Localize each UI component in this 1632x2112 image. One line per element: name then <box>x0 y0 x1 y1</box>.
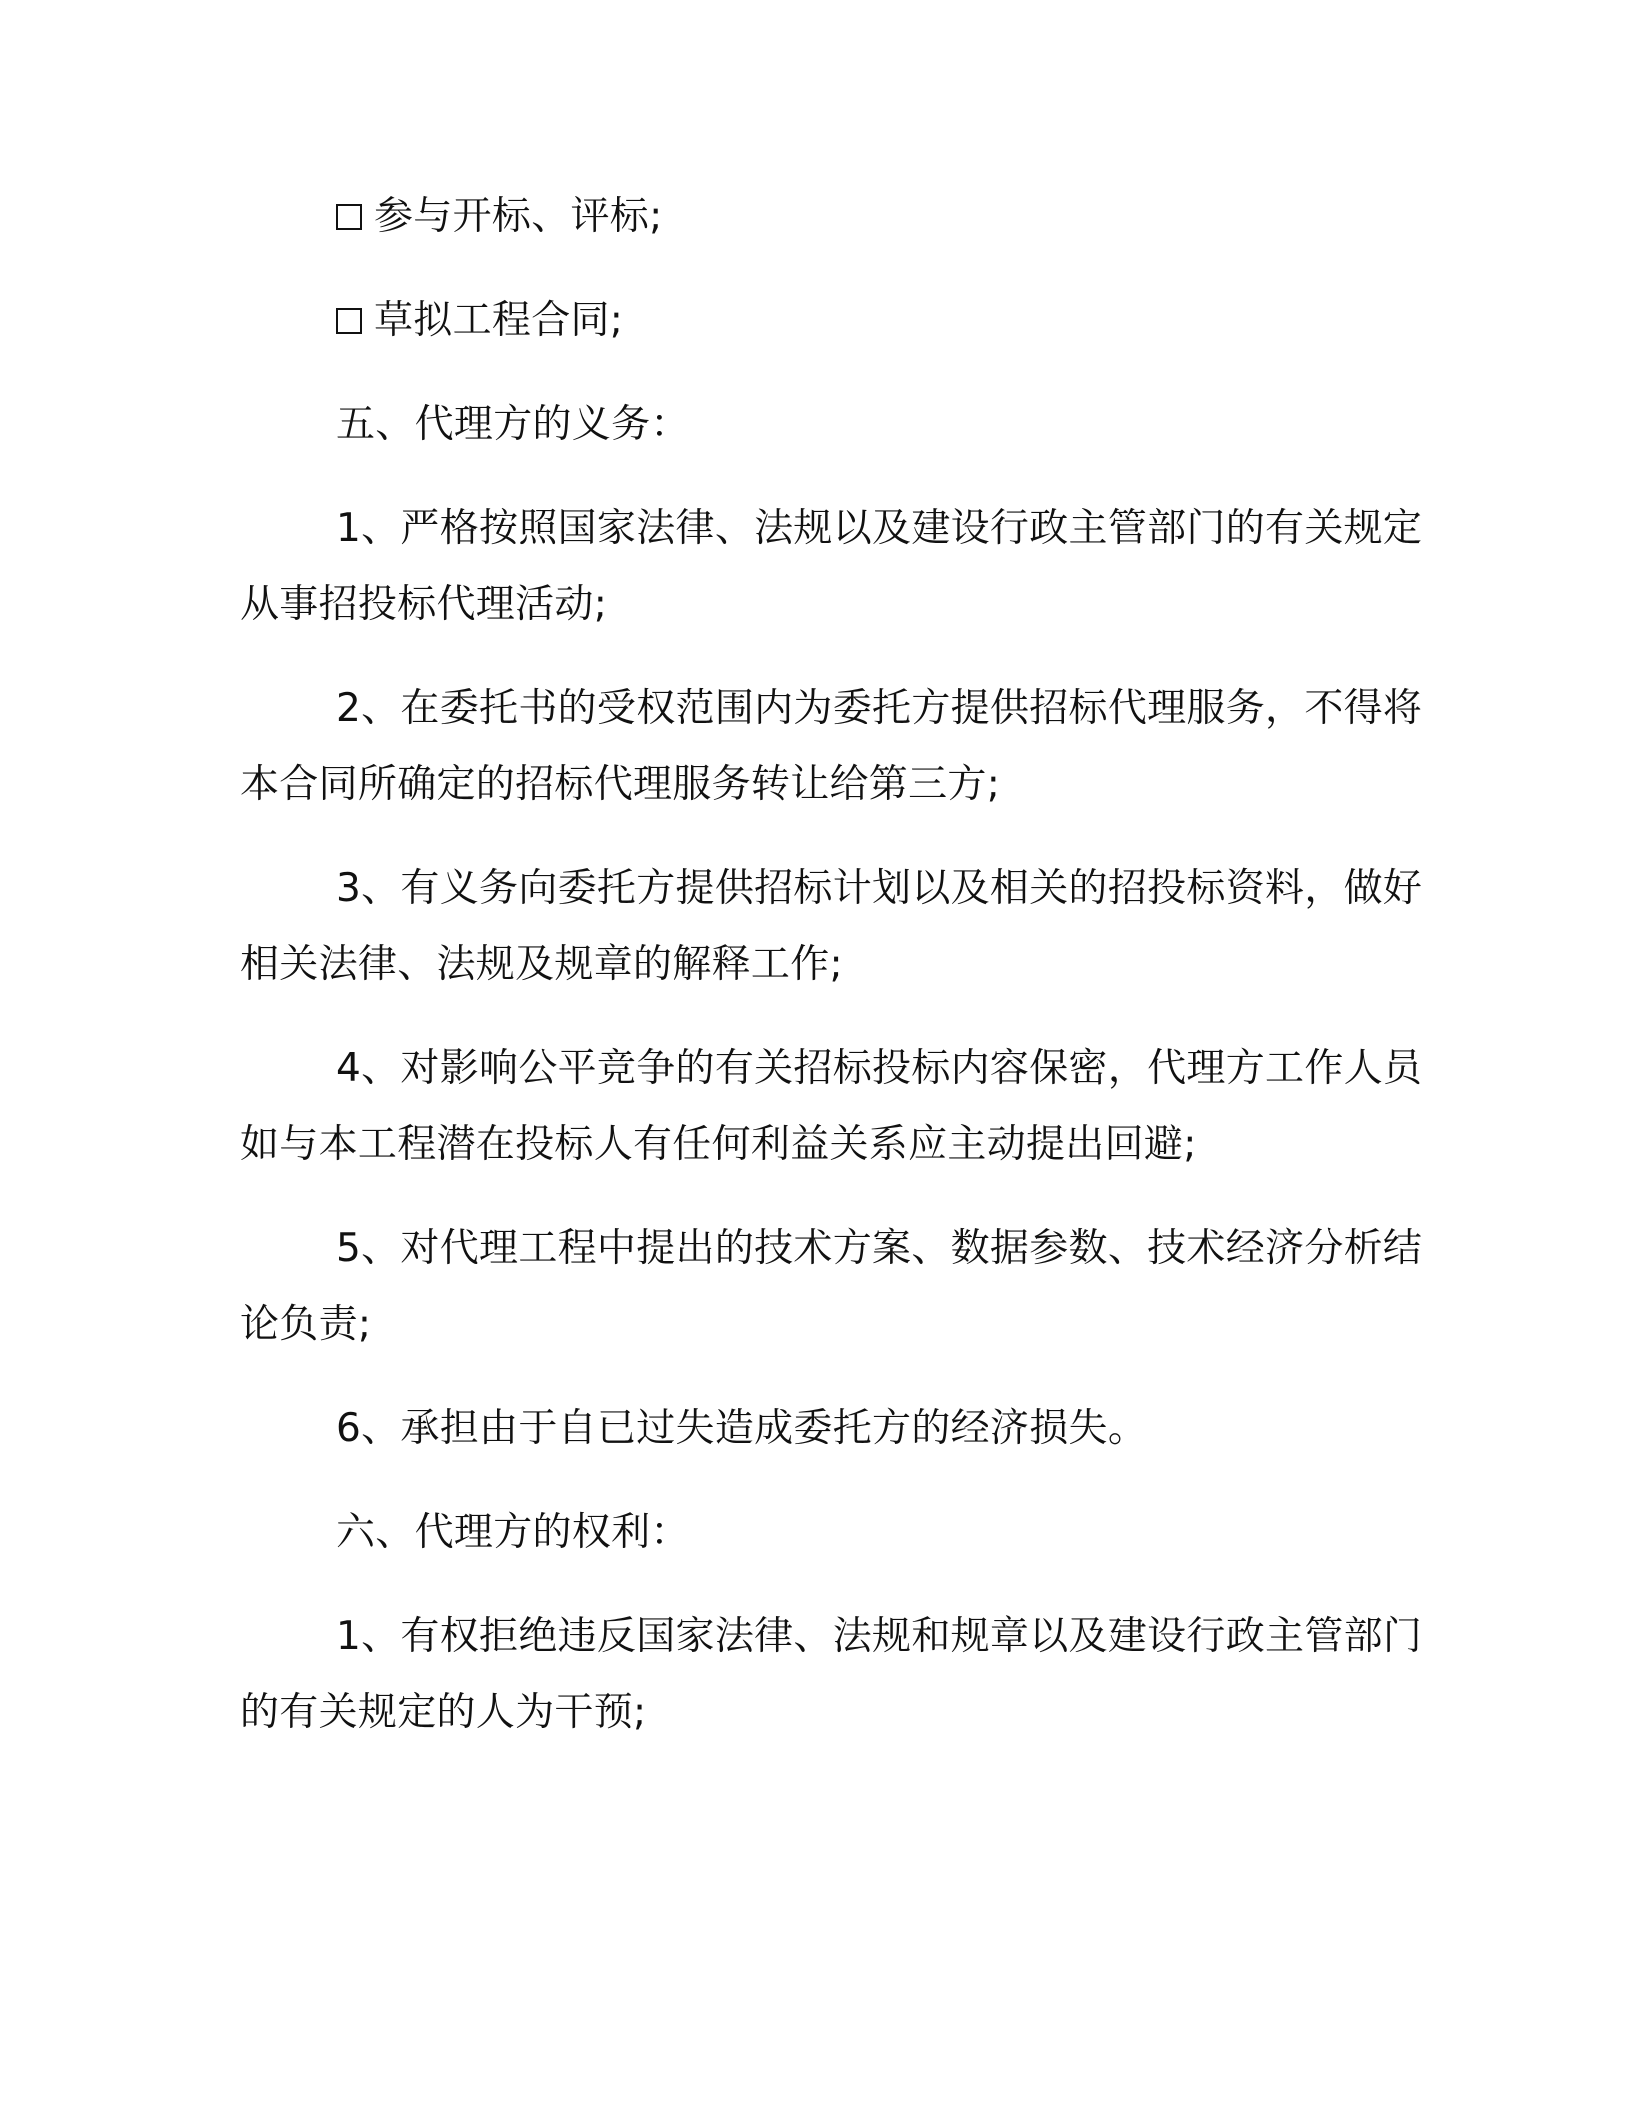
section-5-item-5-line-1: 5、对代理工程中提出的技术方案、数据参数、技术经济分析结 <box>336 1226 1423 1271</box>
checklist-item <box>336 193 663 241</box>
section-5-item-5-line-2: 论负责; <box>240 1302 372 1347</box>
checkbox-icon[interactable] <box>336 308 362 334</box>
section-5-item-2-line-2: 本合同所确定的招标代理服务转让给第三方; <box>240 762 1001 807</box>
section-5-item-4-line-2: 如与本工程潜在投标人有任何利益关系应主动提出回避; <box>240 1122 1197 1167</box>
checklist-item-label: 草拟工程合同; <box>374 298 624 343</box>
section-5-item-6-line-1: 6、承担由于自已过失造成委托方的经济损失。 <box>336 1406 1148 1451</box>
section-5-item-1-line-2: 从事招投标代理活动; <box>240 582 608 627</box>
checklist-item-label: 参与开标、评标; <box>374 194 663 239</box>
section-5-item-1-line-1: 1、严格按照国家法律、法规以及建设行政主管部门的有关规定 <box>336 506 1423 551</box>
section-6-heading: 六、代理方的权利： <box>336 1510 690 1555</box>
section-5-item-4-line-1: 4、对影响公平竞争的有关招标投标内容保密，代理方工作人员 <box>336 1046 1423 1091</box>
section-5-item-3-line-2: 相关法律、法规及规章的解释工作; <box>240 942 843 987</box>
section-5-item-2-line-1: 2、在委托书的受权范围内为委托方提供招标代理服务，不得将 <box>336 686 1423 731</box>
checkbox-icon[interactable] <box>336 204 362 230</box>
section-5-heading: 五、代理方的义务： <box>336 402 690 447</box>
section-6-item-1-line-2: 的有关规定的人为干预; <box>240 1690 647 1735</box>
section-5-item-3-line-1: 3、有义务向委托方提供招标计划以及相关的招投标资料，做好 <box>336 866 1423 911</box>
section-6-item-1-line-1: 1、有权拒绝违反国家法律、法规和规章以及建设行政主管部门 <box>336 1614 1423 1659</box>
checklist-item <box>336 297 623 345</box>
